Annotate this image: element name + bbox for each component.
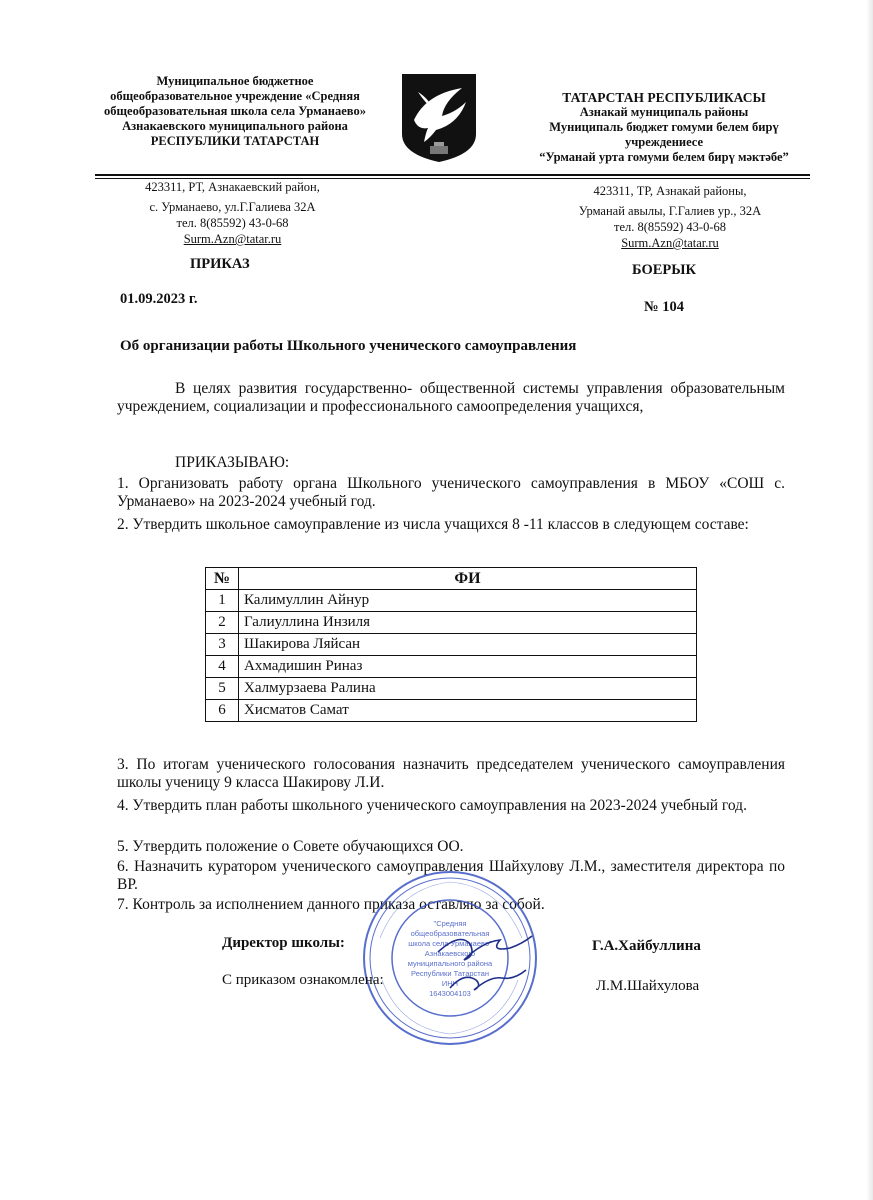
- director-name: Г.А.Хайбуллина: [592, 938, 701, 954]
- order-item-7: 7. Контроль за исполнением данного приказа оставляю за собой.: [117, 896, 545, 913]
- row-name: Ахмадишин Риназ: [239, 656, 697, 678]
- address-right: [560, 183, 780, 251]
- table-row: [206, 612, 697, 634]
- row-number: 4: [206, 656, 239, 678]
- address-line: Урманай авылы, Г.Галиев ур., 32А: [578, 204, 762, 218]
- column-header-name: ФИ: [239, 568, 697, 590]
- header-right-line: ТАТАРСТАН РЕСПУБЛИКАСЫ: [562, 90, 766, 105]
- row-number: 6: [206, 700, 239, 722]
- acknowledged-name: Л.М.Шайхулова: [596, 978, 700, 994]
- order-item-1: 1. Организовать работу органа Школьного ученического самоуправления в МБОУ «СОШ с. Урманаево» на 2023-2024 учебный год.: [117, 475, 785, 510]
- order-item-4: 4. Утвердить план работы школьного ученического самоуправления на 2023-2024 учебный год.: [117, 797, 747, 814]
- stamp-line: 1643004103: [429, 989, 471, 998]
- stamp-line: общеобразовательная: [410, 929, 490, 938]
- row-name: Хисматов Самат: [239, 700, 697, 722]
- table-row: [206, 634, 697, 656]
- doc-title-ru: ПРИКАЗ: [190, 256, 250, 272]
- header-left-line: общеобразовательное учреждение «Средняя: [110, 89, 360, 103]
- table-row: [206, 700, 697, 722]
- email-link-left[interactable]: Surm.Azn@tatar.ru: [183, 232, 282, 246]
- doc-title-tt: БОЕРЫК: [632, 262, 697, 278]
- table-row: [206, 656, 697, 678]
- council-members-table: [205, 567, 697, 722]
- email-link-right[interactable]: Surm.Azn@tatar.ru: [621, 236, 719, 250]
- column-header-number: №: [206, 568, 239, 590]
- address-line: тел. 8(85592) 43-0-68: [613, 220, 727, 234]
- order-item-6: 6. Назначить куратором ученического самоуправления Шайхулову Л.М., заместителя директора по ВР.: [117, 858, 785, 893]
- address-line: 423311, ТР, Азнакай районы,: [593, 184, 747, 198]
- stamp-line: муниципального района: [407, 959, 493, 968]
- table-row: [206, 678, 697, 700]
- stamp-line: "Средняя: [433, 919, 467, 928]
- order-word: ПРИКАЗЫВАЮ:: [175, 454, 290, 471]
- intro-paragraph: В целях развития государственно- общественной системы управления образовательным учреждением, социализации и профессионального самоопределения учащихся,: [117, 380, 785, 415]
- header-right-line: учреждениесе: [624, 135, 704, 149]
- coat-of-arms-emblem: [400, 72, 478, 164]
- stamp-line: Азнакаевского: [424, 949, 476, 958]
- header-left-org: [80, 74, 390, 149]
- address-left: [125, 179, 340, 247]
- stamp-line: Республики Татарстан: [411, 969, 489, 978]
- table-header-row: [206, 568, 697, 590]
- director-signature: [430, 922, 540, 1002]
- order-item-5: 5. Утвердить положение о Совете обучающихся ОО.: [117, 838, 464, 855]
- address-line: 423311, РТ, Азнакаевский район,: [145, 180, 320, 194]
- header-left-line: РЕСПУБЛИКИ ТАТАРСТАН: [150, 134, 320, 148]
- header-right-org: [505, 90, 823, 165]
- header-right-line: “Урманай урта гомуми белем бирү мәктәбе”: [539, 150, 789, 164]
- row-name: Халмурзаева Ралина: [239, 678, 697, 700]
- row-name: Калимуллин Айнур: [239, 590, 697, 612]
- header-right-line: Муниципаль бюджет гомуми белем бирү: [549, 120, 779, 134]
- header-rule: [95, 174, 810, 176]
- header-left-line: Муниципальное бюджетное: [156, 74, 314, 88]
- doc-date: 01.09.2023 г.: [120, 291, 198, 307]
- row-number: 5: [206, 678, 239, 700]
- stamp-line: школа села Урманаево": [408, 939, 492, 948]
- address-line: с. Урманаево, ул.Г.Галиева 32А: [149, 200, 316, 214]
- table-row: [206, 590, 697, 612]
- scan-edge: [866, 0, 873, 1200]
- director-label: Директор школы:: [222, 935, 345, 951]
- row-number: 1: [206, 590, 239, 612]
- stamp-line: ИНН: [441, 979, 459, 988]
- row-name: Шакирова Ляйсан: [239, 634, 697, 656]
- order-item-3: 3. По итогам ученического голосования назначить председателем ученического самоуправления школы ученицу 9 класса Шакирову Л.И.: [117, 756, 785, 791]
- header-left-line: Азнакаевского муниципального района: [122, 119, 348, 133]
- order-item-2: 2. Утвердить школьное самоуправление из числа учащихся 8 -11 классов в следующем составе:: [117, 516, 749, 533]
- row-number: 2: [206, 612, 239, 634]
- header-right-line: Азнакай муниципаль районы: [579, 105, 749, 119]
- doc-number: № 104: [644, 299, 684, 315]
- row-number: 3: [206, 634, 239, 656]
- address-line: тел. 8(85592) 43-0-68: [176, 216, 289, 230]
- doc-subject: Об организации работы Школьного ученического самоуправления: [120, 338, 577, 354]
- acknowledged-label: С приказом ознакомлена:: [222, 972, 384, 988]
- row-name: Галиуллина Инзиля: [239, 612, 697, 634]
- header-left-line: общеобразовательная школа села Урманаево»: [104, 104, 366, 118]
